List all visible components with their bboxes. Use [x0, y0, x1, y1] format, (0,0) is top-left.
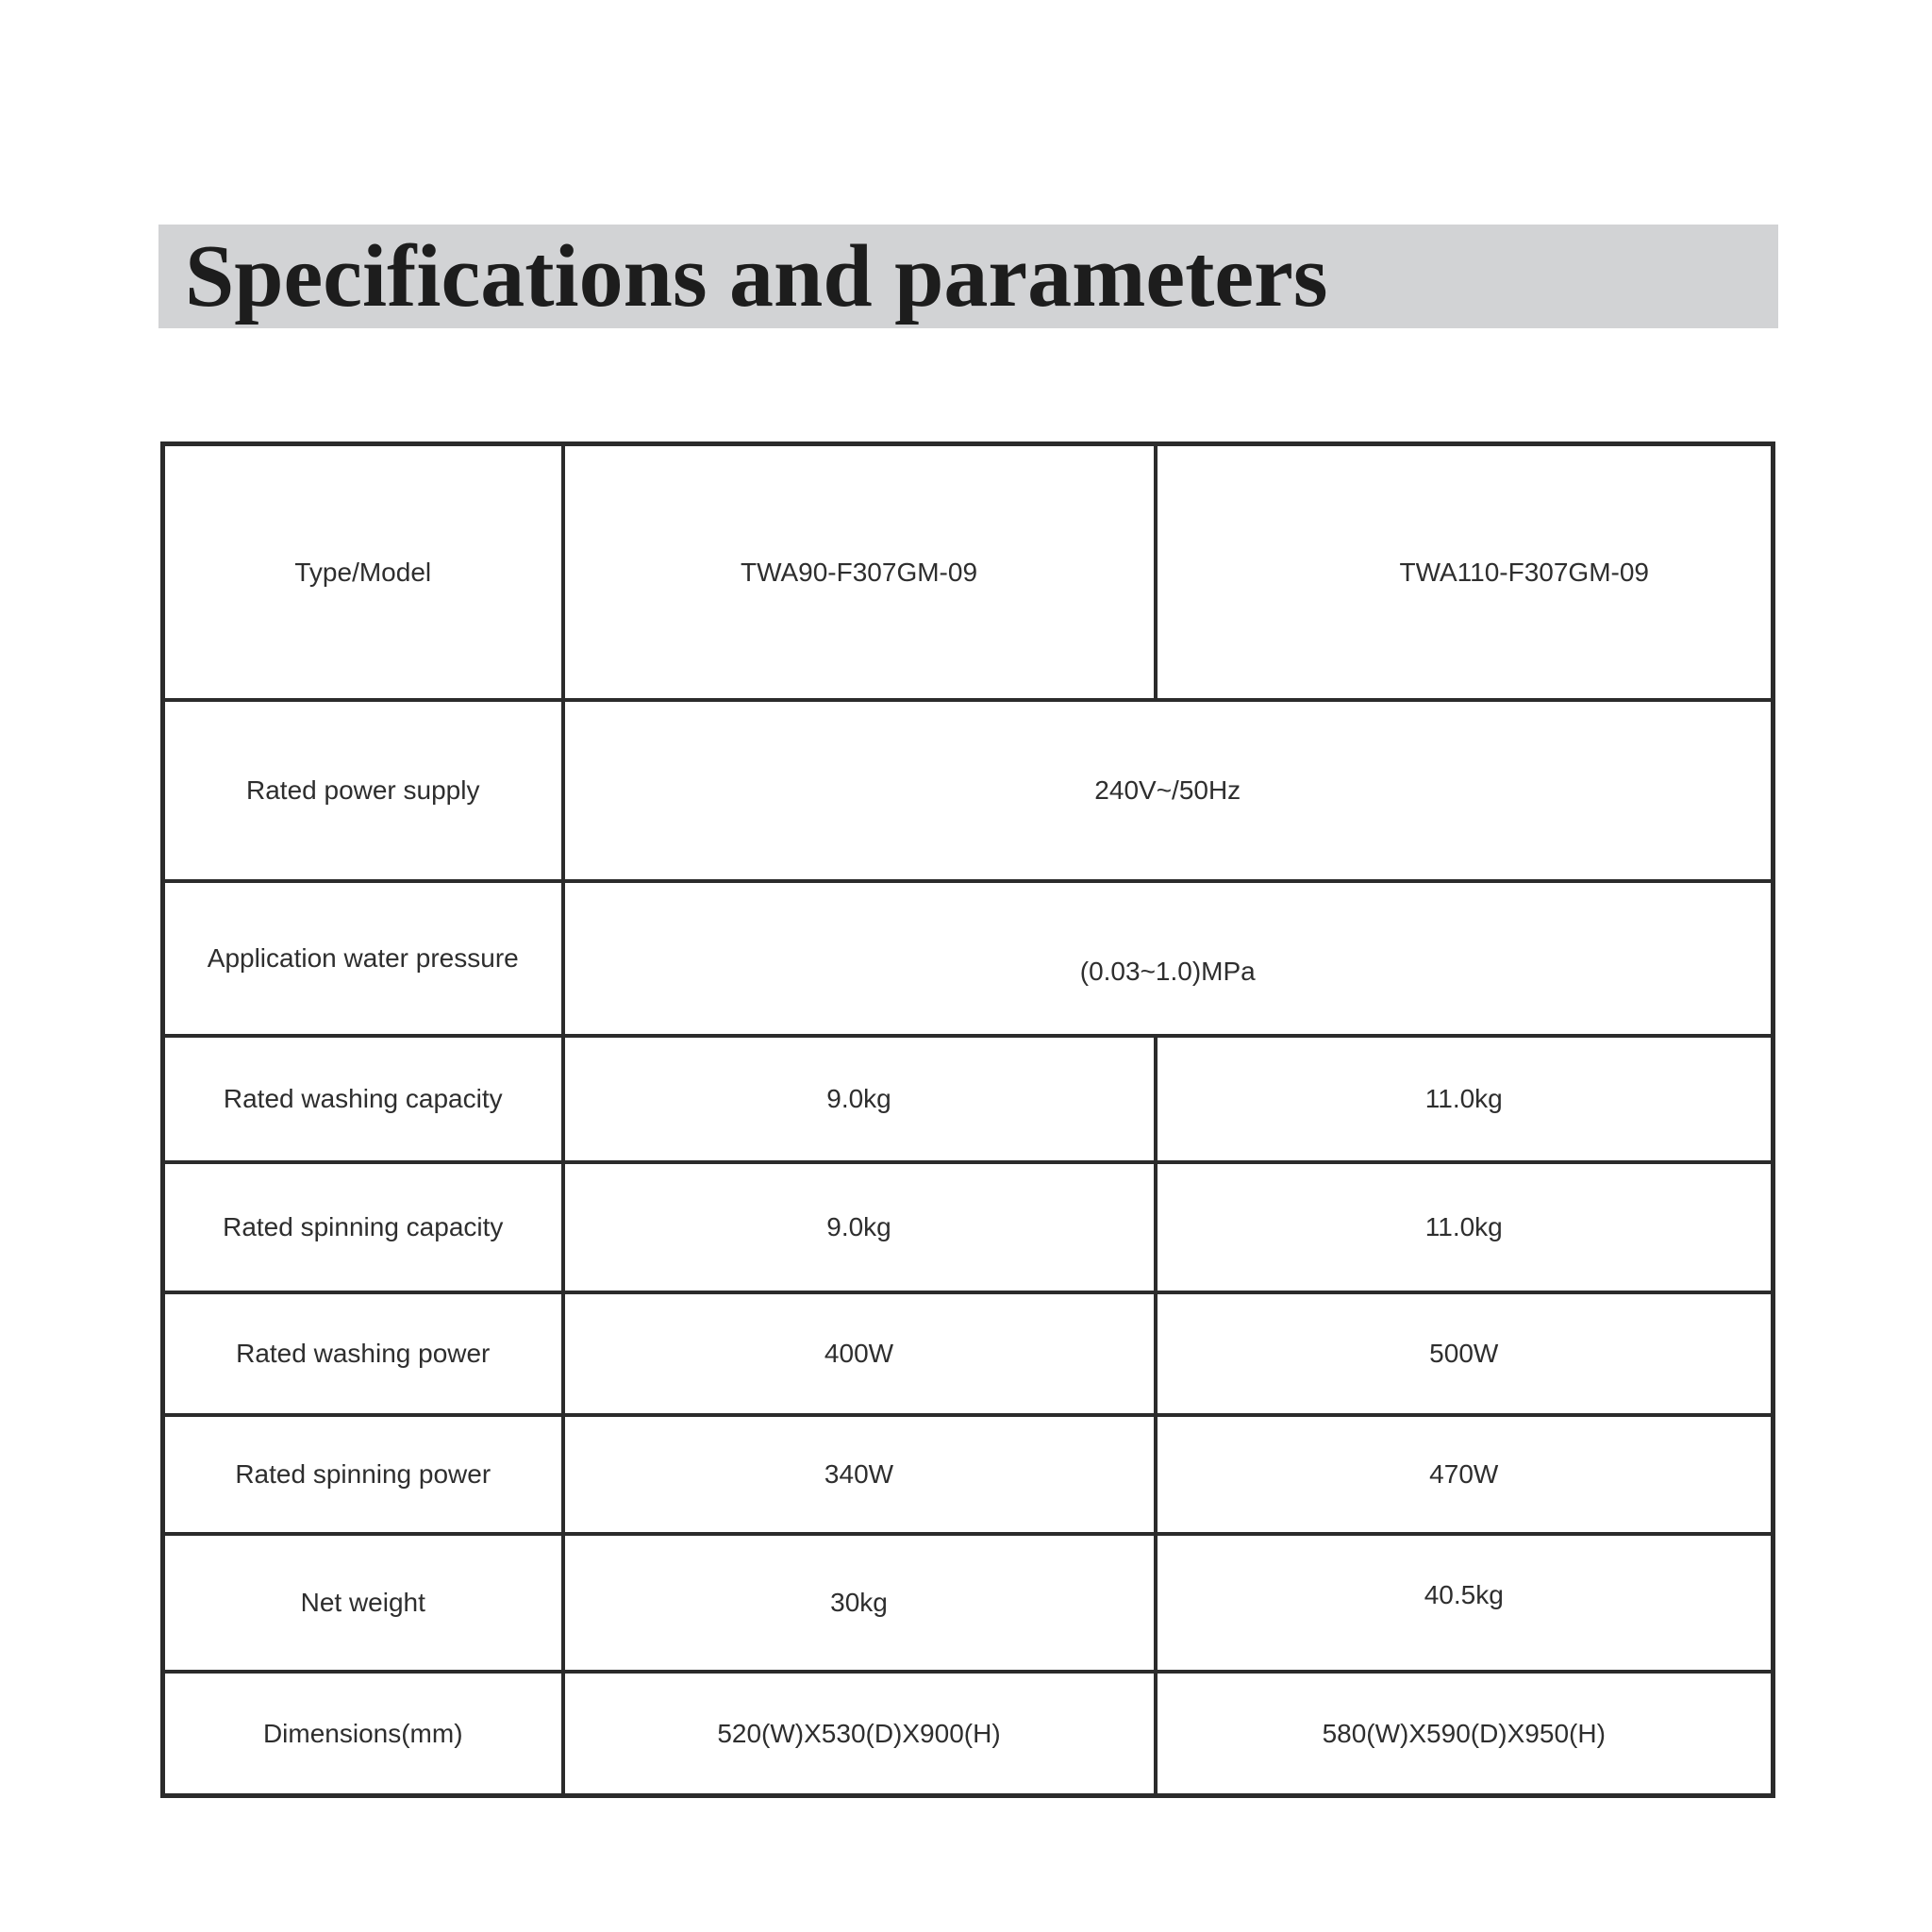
cell-washing-capacity-b: 11.0kg	[1156, 1036, 1774, 1162]
spec-table	[160, 441, 1775, 1798]
table-row-dimensions	[163, 1672, 1774, 1796]
cell-washing-power-a: 400W	[563, 1292, 1156, 1415]
cell-water-pressure-text: (0.03~1.0)MPa	[1079, 957, 1256, 987]
cell-spinning-power-b: 470W	[1156, 1415, 1774, 1534]
table-row-water-pressure	[163, 881, 1774, 1036]
cell-dimensions-a: 520(W)X530(D)X900(H)	[563, 1672, 1156, 1796]
cell-water-pressure	[563, 881, 1774, 1036]
table-row-spinning-power	[163, 1415, 1774, 1534]
table-row-washing-capacity	[163, 1036, 1774, 1162]
table-row-spinning-capacity	[163, 1162, 1774, 1292]
cell-rated-power-supply: 240V~/50Hz	[563, 700, 1774, 881]
row-label-rated-power-supply: Rated power supply	[163, 700, 563, 881]
table-row-type-model	[163, 444, 1774, 701]
row-label-dimensions: Dimensions(mm)	[163, 1672, 563, 1796]
row-label-net-weight: Net weight	[163, 1534, 563, 1672]
cell-net-weight-a: 30kg	[563, 1534, 1156, 1672]
cell-washing-capacity-a: 9.0kg	[563, 1036, 1156, 1162]
table-row-washing-power	[163, 1292, 1774, 1415]
cell-net-weight-b	[1156, 1534, 1774, 1672]
page-title: Specifications and parameters	[185, 227, 1328, 325]
table-row-rated-power-supply	[163, 700, 1774, 881]
cell-spinning-power-a: 340W	[563, 1415, 1156, 1534]
section-title-band	[158, 225, 1778, 328]
row-label-spinning-power: Rated spinning power	[163, 1415, 563, 1534]
table-row-net-weight	[163, 1534, 1774, 1672]
row-label-water-pressure: Application water pressure	[163, 881, 563, 1036]
cell-model-b	[1156, 444, 1774, 701]
cell-model-b-text: TWA110-F307GM-09	[1399, 557, 1650, 587]
cell-model-a: TWA90-F307GM-09	[563, 444, 1156, 701]
row-label-type-model: Type/Model	[163, 444, 563, 701]
row-label-washing-capacity: Rated washing capacity	[163, 1036, 563, 1162]
cell-net-weight-b-text: 40.5kg	[1424, 1580, 1504, 1610]
row-label-washing-power: Rated washing power	[163, 1292, 563, 1415]
cell-spinning-capacity-a: 9.0kg	[563, 1162, 1156, 1292]
row-label-spinning-capacity: Rated spinning capacity	[163, 1162, 563, 1292]
cell-dimensions-b: 580(W)X590(D)X950(H)	[1156, 1672, 1774, 1796]
cell-washing-power-b: 500W	[1156, 1292, 1774, 1415]
cell-spinning-capacity-b: 11.0kg	[1156, 1162, 1774, 1292]
